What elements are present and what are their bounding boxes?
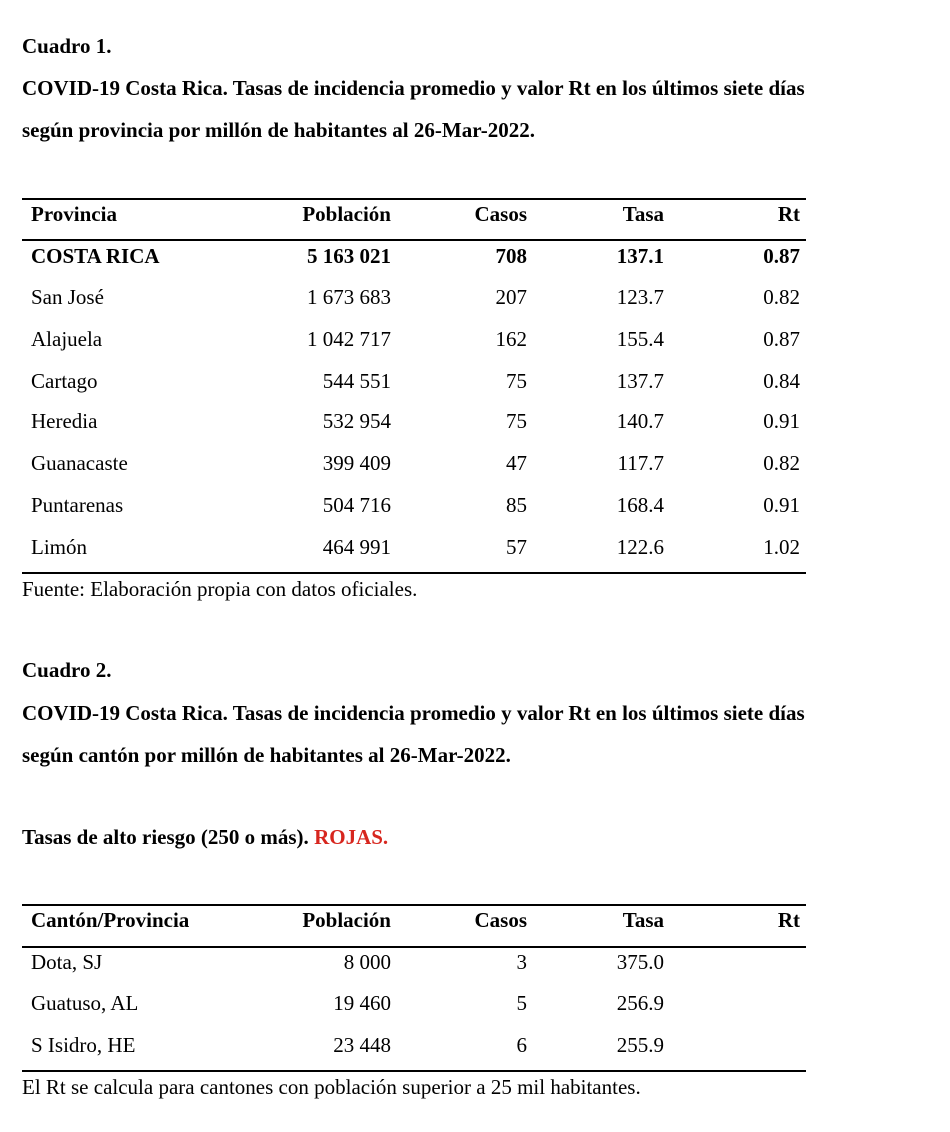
cell-tasa: 137.7 bbox=[616, 369, 664, 393]
cell-casos: 85 bbox=[506, 493, 527, 517]
cell-rt: 0.82 bbox=[763, 285, 800, 309]
table2-label: Cuadro 2. bbox=[22, 658, 112, 682]
table2-header-rule bbox=[22, 946, 806, 948]
table1-header-poblacion: Población bbox=[302, 202, 391, 226]
cell-rt: 0.91 bbox=[763, 409, 800, 433]
table2-header-tasa: Tasa bbox=[622, 908, 664, 932]
table1-label: Cuadro 1. bbox=[22, 34, 112, 58]
cell-provincia: Guanacaste bbox=[31, 451, 128, 475]
table1-top-rule bbox=[22, 198, 806, 200]
cell-rt: 0.84 bbox=[763, 369, 800, 393]
table2-subtitle bbox=[22, 825, 388, 850]
table1-header-rt: Rt bbox=[777, 202, 800, 226]
table1-header-provincia: Provincia bbox=[31, 202, 117, 226]
table2-header-rt: Rt bbox=[777, 908, 800, 932]
cell-poblacion: 19 460 bbox=[333, 991, 391, 1015]
cell-poblacion: 1 673 683 bbox=[307, 285, 391, 309]
cell-provincia: Alajuela bbox=[31, 327, 103, 351]
table2-footnote: El Rt se calcula para cantones con población superior a 25 mil habitantes. bbox=[22, 1075, 641, 1099]
cell-tasa: 123.7 bbox=[616, 285, 664, 309]
cell-casos: 708 bbox=[495, 244, 527, 268]
cell-rt: 1.02 bbox=[763, 535, 800, 559]
cell-tasa: 140.7 bbox=[616, 409, 664, 433]
cell-rt: 0.91 bbox=[763, 493, 800, 517]
cell-provincia: Heredia bbox=[31, 409, 98, 433]
table1-source-note: Fuente: Elaboración propia con datos oficiales. bbox=[22, 577, 418, 601]
cell-poblacion: 1 042 717 bbox=[307, 327, 391, 351]
cell-poblacion: 23 448 bbox=[333, 1033, 391, 1057]
cell-provincia: San José bbox=[31, 285, 104, 309]
cell-casos: 3 bbox=[516, 950, 527, 974]
cell-tasa: 122.6 bbox=[616, 535, 664, 559]
table2-header-canton: Cantón/Provincia bbox=[31, 908, 190, 932]
cell-casos: 207 bbox=[495, 285, 527, 309]
cell-canton: Guatuso, AL bbox=[31, 991, 139, 1015]
cell-provincia: Limón bbox=[31, 535, 87, 559]
cell-poblacion: 464 991 bbox=[322, 535, 391, 559]
cell-tasa: 256.9 bbox=[616, 991, 664, 1015]
cell-poblacion: 8 000 bbox=[343, 950, 391, 974]
cell-tasa: 155.4 bbox=[616, 327, 664, 351]
table1-header-casos: Casos bbox=[474, 202, 527, 226]
cell-rt: 0.82 bbox=[763, 451, 800, 475]
subtitle-highlight-rojas: ROJAS. bbox=[314, 825, 389, 849]
table2-title-line2: según cantón por millón de habitantes al 26-Mar-2022. bbox=[22, 743, 511, 767]
table2-header-casos: Casos bbox=[474, 908, 527, 932]
cell-tasa: 168.4 bbox=[616, 493, 664, 517]
cell-casos: 5 bbox=[516, 991, 527, 1015]
cell-poblacion: 5 163 021 bbox=[307, 244, 391, 268]
subtitle-text: Tasas de alto riesgo (250 o más). bbox=[22, 825, 315, 849]
cell-tasa: 375.0 bbox=[616, 950, 664, 974]
table1-bottom-rule bbox=[22, 572, 806, 574]
cell-casos: 6 bbox=[516, 1033, 527, 1057]
cell-casos: 75 bbox=[506, 409, 527, 433]
cell-casos: 75 bbox=[506, 369, 527, 393]
cell-tasa: 255.9 bbox=[616, 1033, 664, 1057]
cell-rt: 0.87 bbox=[763, 327, 800, 351]
cell-provincia: Puntarenas bbox=[31, 493, 124, 517]
table1-title-line1: COVID-19 Costa Rica. Tasas de incidencia promedio y valor Rt en los últimos siete días bbox=[22, 76, 805, 100]
cell-tasa: 117.7 bbox=[617, 451, 664, 475]
cell-poblacion: 504 716 bbox=[322, 493, 391, 517]
cell-poblacion: 544 551 bbox=[322, 369, 391, 393]
cell-provincia: Cartago bbox=[31, 369, 98, 393]
cell-poblacion: 399 409 bbox=[322, 451, 391, 475]
cell-tasa: 137.1 bbox=[616, 244, 664, 268]
table1-title-line2: según provincia por millón de habitantes al 26-Mar-2022. bbox=[22, 118, 535, 142]
table2-header-poblacion: Población bbox=[302, 908, 391, 932]
cell-casos: 162 bbox=[495, 327, 527, 351]
table2-bottom-rule bbox=[22, 1070, 806, 1072]
cell-casos: 47 bbox=[506, 451, 527, 475]
table1-header-tasa: Tasa bbox=[622, 202, 664, 226]
cell-provincia: COSTA RICA bbox=[31, 244, 160, 268]
table1-header-rule bbox=[22, 239, 806, 241]
cell-rt: 0.87 bbox=[763, 244, 800, 268]
cell-canton: Dota, SJ bbox=[31, 950, 103, 974]
table2-title-line1: COVID-19 Costa Rica. Tasas de incidencia promedio y valor Rt en los últimos siete días bbox=[22, 701, 805, 725]
table2-top-rule bbox=[22, 904, 806, 906]
cell-canton: S Isidro, HE bbox=[31, 1033, 136, 1057]
cell-poblacion: 532 954 bbox=[322, 409, 391, 433]
cell-casos: 57 bbox=[506, 535, 527, 559]
